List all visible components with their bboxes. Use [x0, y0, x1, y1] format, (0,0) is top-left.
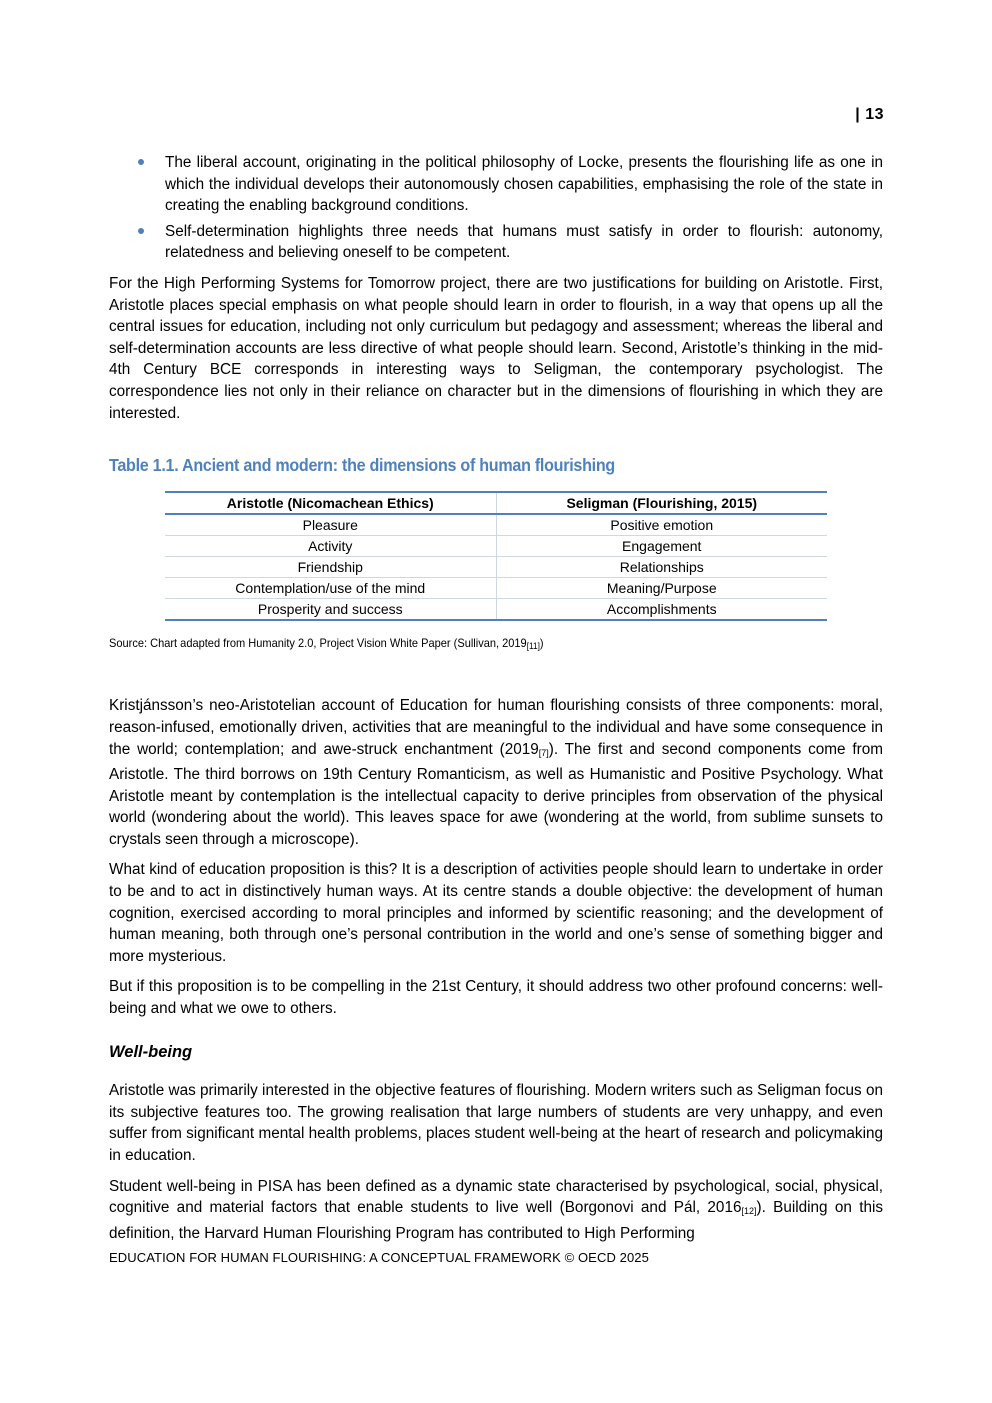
list-item — [109, 152, 883, 217]
table-header-cell: Aristotle (Nicomachean Ethics) — [165, 492, 496, 514]
reference-link[interactable]: [12] — [741, 1206, 757, 1217]
table-cell: Relationships — [496, 556, 827, 577]
table-cell: Prosperity and success — [165, 598, 496, 620]
reference-link[interactable]: [7] — [538, 747, 549, 758]
table-row — [165, 535, 827, 556]
paragraph-justifications: For the High Performing Systems for Tomorrow project, there are two justifications for building on Aristotle. First, Aristotle places special emphasis on what people should learn in order to flourish, in a way that opens up all the central issues for education, including not only curriculum but pedagogy and assessment; whereas the liberal and self-determination accounts are less directive of what people should learn. Second, Aristotle’s thinking in the mid-4th Century BCE corresponds in interesting ways to Seligman, the contemporary psychologist. The correspondence lies not only in their reliance on character but in the dimensions of flourishing in which they are interested. — [109, 274, 883, 422]
table-row — [165, 577, 827, 598]
paragraph-proposition: What kind of education proposition is this? It is a description of activities people should learn to undertake in order to be and to act in distinctively human ways. At its centre stands a double objective: the development of human cognition, exercised according to moral principles and informed by scientific reasoning; and the development of human meaning, both through one’s personal contribution in the world and one’s sense of something bigger and more mysterious. — [109, 861, 883, 965]
dimensions-table — [165, 491, 827, 621]
page-footer: EDUCATION FOR HUMAN FLOURISHING: A CONCEPTUAL FRAMEWORK © OECD 2025 — [109, 1250, 649, 1265]
paragraph-concerns: But if this proposition is to be compelling in the 21st Century, it should address two other profound concerns: well-being and what we owe to others. — [109, 978, 883, 1018]
source-text: Source: Chart adapted from Humanity 2.0, Project Vision White Paper (Sullivan, 2019 — [109, 635, 527, 650]
paragraph-text: ). The first and second components come from Aristotle. The third borrows on 19th Century Romanticism, as well as Humanistic and Positive Psychology. What Aristotle meant by contemplation is the intellectual capacity to derive principles from observation of the physical world (wondering about the world). This leaves space for awe (wondering at the world, from sublime sunsets to crystals seen through a microscope). — [109, 740, 883, 848]
paragraph-text: ). Building on this definition, the Harvard Human Flourishing Program has contributed to High Performing — [109, 1199, 884, 1242]
table-source — [109, 633, 821, 658]
table-cell: Contemplation/use of the mind — [165, 577, 496, 598]
table-row — [165, 598, 827, 620]
table-cell: Friendship — [165, 556, 496, 577]
list-item — [109, 221, 883, 264]
paragraph-kristjansson — [109, 695, 883, 850]
bullet-icon — [138, 228, 144, 234]
table-cell: Positive emotion — [496, 514, 827, 536]
bullet-list — [109, 152, 883, 264]
table-header-cell: Seligman (Flourishing, 2015) — [496, 492, 827, 514]
section-heading: Well-being — [109, 1042, 193, 1061]
paragraph-wellbeing: Aristotle was primarily interested in the objective features of flourishing. Modern writers such as Seligman focus on its subjective features too. The growing realisation that large numbers of students are very unhappy, and even suffer from significant mental health problems, places student well-being at the heart of research and policymaking in education. — [109, 1082, 883, 1164]
reference-link[interactable]: [11] — [526, 640, 540, 651]
bullet-icon — [138, 159, 144, 165]
source-close: ) — [539, 635, 544, 650]
paragraph-text: Kristjánsson’s neo-Aristotelian account of Education for human flourishing consists of three components: moral, reason-infused, emotionally driven, activities that are meaningful to the individual and have some consequence in the world; contemplation; and awe-struck enchantment (2019 — [109, 697, 883, 758]
table-row — [165, 514, 827, 536]
table-cell: Meaning/Purpose — [496, 577, 827, 598]
bullet-text: The liberal account, originating in the political philosophy of Locke, presents the flourishing life as one in which the individual develops their autonomously chosen capabilities, emphasising the role of the state in creating the enabling background conditions. — [165, 154, 883, 215]
table-row — [165, 556, 827, 577]
bullet-text: Self-determination highlights three needs that humans must satisfy in order to flourish: autonomy, relatedness and believing oneself to be competent. — [165, 222, 883, 262]
table-cell: Engagement — [496, 535, 827, 556]
page-content — [109, 152, 883, 1253]
paragraph-pisa — [109, 1176, 883, 1245]
table-cell: Activity — [165, 535, 496, 556]
table-title: Table 1.1. Ancient and modern: the dimensions of human flourishing — [109, 455, 615, 476]
page-number: | 13 — [855, 106, 884, 123]
paragraph-text: Student well-being in PISA has been defined as a dynamic state characterised by psychological, social, physical, cognitive and material factors that enable students to live well (Borgonovi and Pál, 2016 — [109, 1177, 883, 1217]
table-header-row — [165, 492, 827, 514]
table-cell: Accomplishments — [496, 598, 827, 620]
table-cell: Pleasure — [165, 514, 496, 536]
